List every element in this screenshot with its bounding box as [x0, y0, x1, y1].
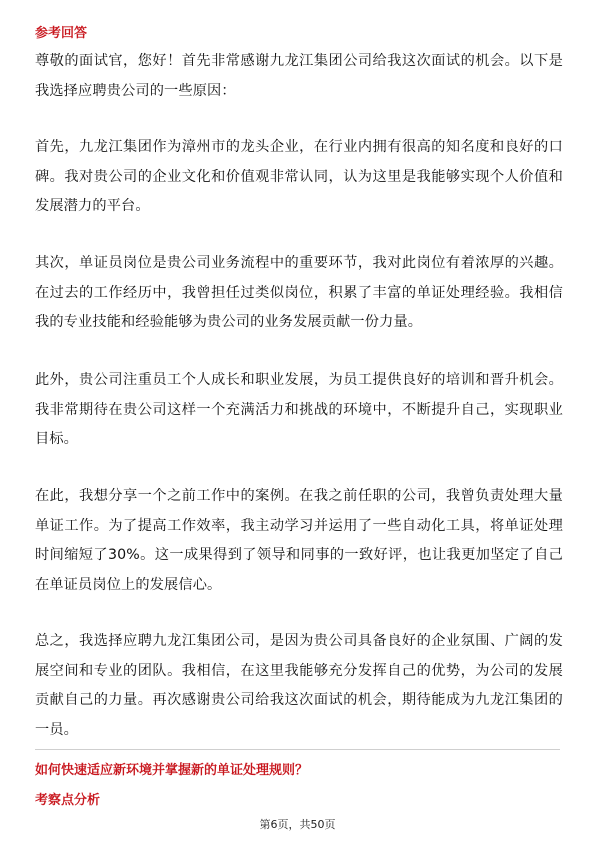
- answer-paragraph: 此外，贵公司注重员工个人成长和职业发展，为员工提供良好的培训和晋升机会。我非常期待在贵公司这样一个充满活力和挑战的环境中，不断提升自己，实现职业目标。: [35, 372, 563, 447]
- answer-paragraph: 首先，九龙江集团作为漳州市的龙头企业，在行业内拥有很高的知名度和良好的口碑。我对贵公司的企业文化和价值观非常认同，认为这里是我能够实现个人价值和发展潜力的平台。: [35, 139, 563, 214]
- answer-paragraph: 其次，单证员岗位是贵公司业务流程中的重要环节，我对此岗位有着浓厚的兴趣。在过去的工作经历中，我曾担任过类似岗位，积累了丰富的单证处理经验。我相信我的专业技能和经验能够为贵公司的业务发展贡献一份力量。: [35, 255, 563, 330]
- answer-heading: 参考回答: [35, 26, 88, 41]
- answer-paragraph: 总之，我选择应聘九龙江集团公司，是因为贵公司具备良好的企业氛围、广阔的发展空间和专业的团队。我相信，在这里我能够充分发挥自己的优势，为公司的发展贡献自己的力量。再次感谢贵公司给我这次面试的机会，期待能成为九龙江集团的一员。: [35, 633, 563, 738]
- section-divider: [35, 749, 560, 750]
- question-heading: 如何快速适应新环境并掌握新的单证处理规则？: [35, 763, 309, 778]
- page-number-footer: 第6页，共50页: [259, 818, 336, 831]
- answer-paragraph: 在此，我想分享一个之前工作中的案例。在我之前任职的公司，我曾负责处理大量单证工作。为了提高工作效率，我主动学习并运用了一些自动化工具，将单证处理时间缩短了30%。这一成果得到了领导和同事的一致好评，也让我更加坚定了自己在单证员岗位上的发展信心。: [35, 488, 563, 593]
- analysis-heading: 考察点分析: [35, 793, 101, 808]
- answer-paragraph: 尊敬的面试官，您好！首先非常感谢九龙江集团公司给我这次面试的机会。以下是我选择应聘贵公司的一些原因：: [35, 53, 563, 99]
